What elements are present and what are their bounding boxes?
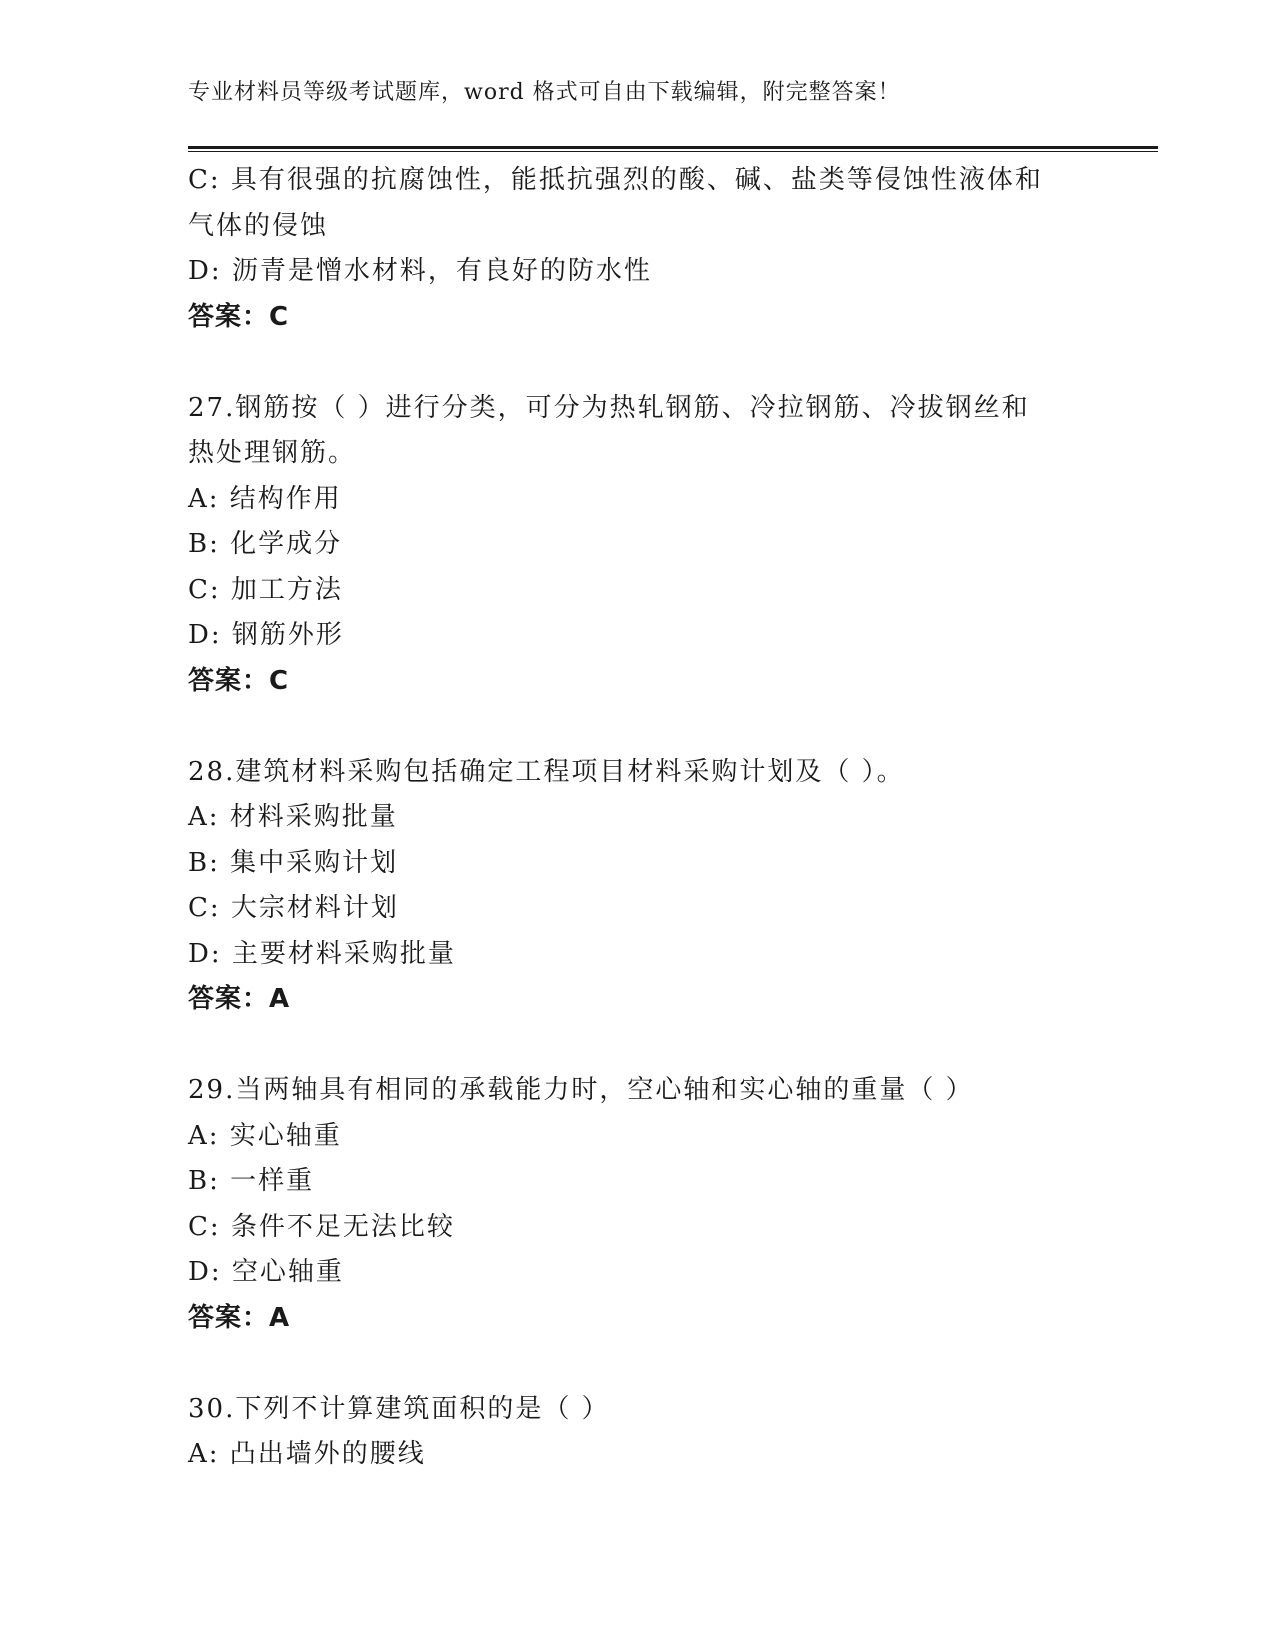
header-rule-thin xyxy=(188,151,1158,152)
question-line: C: 条件不足无法比较 xyxy=(188,1211,455,1242)
question-line: A: 结构作用 xyxy=(188,483,342,514)
question-line: B: 一样重 xyxy=(188,1166,315,1196)
question-block xyxy=(188,1068,1088,1341)
question-text: 30.下列不计算建筑面积的是（ ） xyxy=(188,1393,610,1424)
question-line: A: 凸出墙外的腰线 xyxy=(188,1439,426,1469)
answer-line: 答案：C xyxy=(188,301,290,332)
question-list xyxy=(188,158,1088,1478)
question-text: 27.钢筋按（ ）进行分类，可分为热轧钢筋、冷拉钢筋、冷拔钢丝和 xyxy=(188,392,1030,423)
page-header: 专业材料员等级考试题库，word 格式可自由下载编辑，附完整答案！ xyxy=(188,80,901,105)
question-block xyxy=(188,1387,1088,1478)
block-spacer xyxy=(188,1023,1088,1069)
question-block xyxy=(188,386,1088,705)
question-line: D: 沥青是憎水材料，有良好的防水性 xyxy=(188,256,652,286)
header-rule-thick xyxy=(188,146,1158,149)
answer-line: 答案：C xyxy=(188,665,290,696)
block-spacer xyxy=(188,704,1088,750)
question-line: D: 钢筋外形 xyxy=(188,620,344,650)
question-line: D: 主要材料采购批量 xyxy=(188,938,456,969)
question-line: D: 空心轴重 xyxy=(188,1257,344,1287)
question-text: 28.建筑材料采购包括确定工程项目材料采购计划及（ ）。 xyxy=(188,756,905,787)
answer-line: 答案：A xyxy=(188,984,291,1014)
question-line: 气体的侵蚀 xyxy=(188,210,329,241)
question-text: C: 具有很强的抗腐蚀性，能抵抗强烈的酸、碱、盐类等侵蚀性液体和 xyxy=(188,165,1043,195)
block-spacer xyxy=(188,1341,1088,1387)
question-line: 热处理钢筋。 xyxy=(188,438,357,468)
answer-line: 答案：A xyxy=(188,1302,291,1333)
block-spacer xyxy=(188,340,1088,386)
question-text: 29.当两轴具有相同的承载能力时，空心轴和实心轴的重量（ ） xyxy=(188,1075,974,1105)
question-block xyxy=(188,750,1088,1023)
question-block xyxy=(188,158,1088,340)
question-line: C: 加工方法 xyxy=(188,574,343,605)
question-line: A: 实心轴重 xyxy=(188,1120,342,1151)
question-line: B: 集中采购计划 xyxy=(188,847,399,878)
question-line: C: 大宗材料计划 xyxy=(188,893,399,923)
question-line: A: 材料采购批量 xyxy=(188,802,398,832)
question-line: B: 化学成分 xyxy=(188,529,343,559)
